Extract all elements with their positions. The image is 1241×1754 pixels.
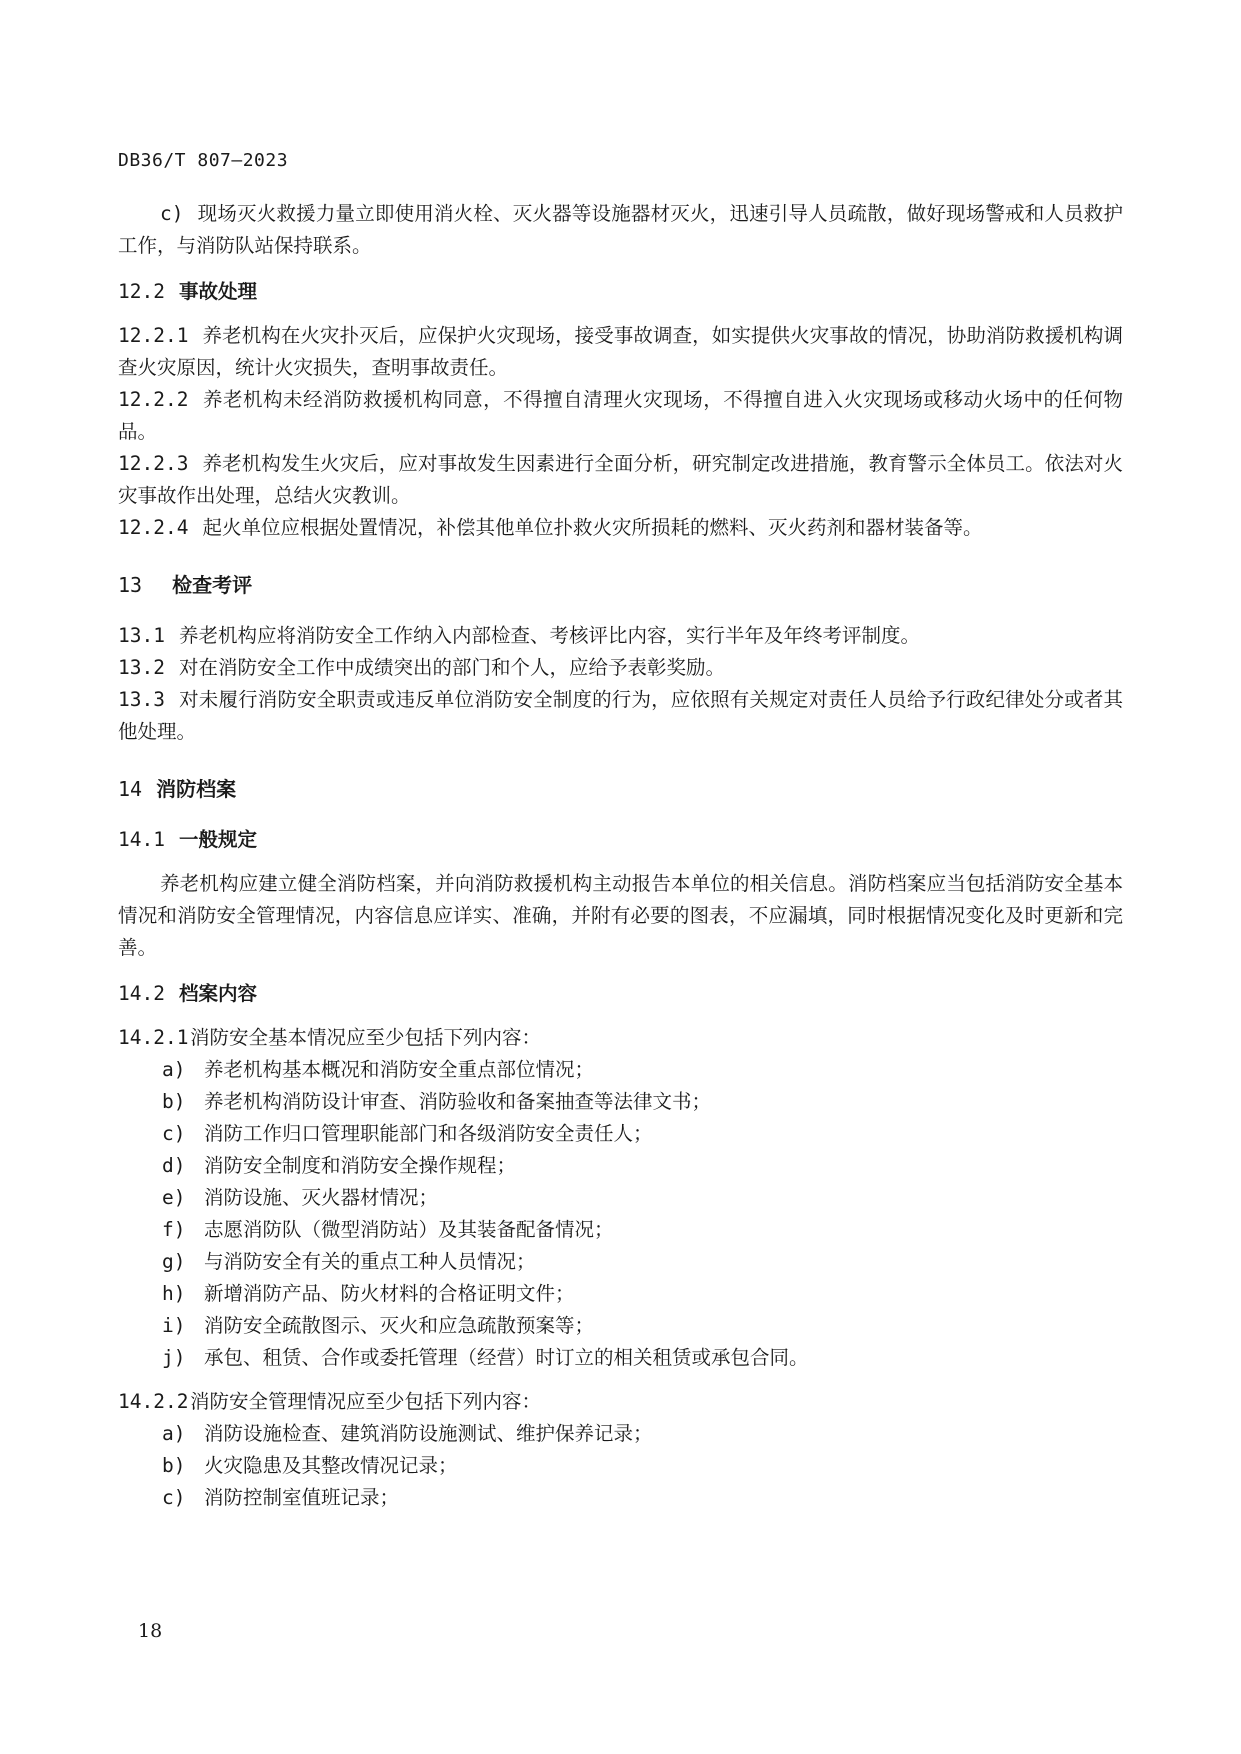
section-14-heading xyxy=(118,772,1123,806)
item-text: 志愿消防队（微型消防站）及其装备配备情况； xyxy=(204,1218,614,1241)
item-label: a) xyxy=(162,1058,186,1081)
section-14-1-heading xyxy=(118,824,1123,856)
item-text: 承包、租赁、合作或委托管理（经营）时订立的相关租赁或承包合同。 xyxy=(204,1346,809,1369)
list-item-c xyxy=(118,198,1123,262)
item-text: 现场灭火救援力量立即使用消火栓、灭火器等设施器材灭火，迅速引导人员疏散，做好现场警戒和人员救护工作，与消防队站保持联系。 xyxy=(118,202,1123,257)
item-label: i) xyxy=(162,1314,186,1337)
clause-text: 养老机构应将消防安全工作纳入内部检查、考核评比内容，实行半年及年终考评制度。 xyxy=(178,624,920,647)
clause-number: 12.2.3 xyxy=(118,452,189,475)
clause-text: 养老机构未经消防救援机构同意，不得擅自清理火灾现场，不得擅自进入火灾现场或移动火场中的任何物品。 xyxy=(118,388,1123,443)
item-text: 消防设施检查、建筑消防设施测试、维护保养记录； xyxy=(204,1422,653,1445)
item-label: c) xyxy=(162,1486,186,1509)
clause-number: 12.2.1 xyxy=(118,324,189,347)
item-label: a) xyxy=(162,1422,186,1445)
list-item xyxy=(118,1246,1123,1278)
list-item xyxy=(118,1118,1123,1150)
clause-12-2-3 xyxy=(118,448,1123,512)
clause-12-2-1 xyxy=(118,320,1123,384)
section-title: 检查考评 xyxy=(172,573,253,597)
document-code: DB36/T 807—2023 xyxy=(118,150,289,171)
item-text: 新增消防产品、防火材料的合格证明文件； xyxy=(204,1282,575,1305)
clause-lead: 消防安全基本情况应至少包括下列内容： xyxy=(190,1026,542,1049)
item-text: 消防控制室值班记录； xyxy=(204,1486,400,1509)
list-item xyxy=(118,1086,1123,1118)
item-label: c) xyxy=(160,202,184,225)
item-label: j) xyxy=(162,1346,186,1369)
section-title: 一般规定 xyxy=(178,828,257,851)
item-text: 养老机构基本概况和消防安全重点部位情况； xyxy=(204,1058,595,1081)
item-text: 与消防安全有关的重点工种人员情况； xyxy=(204,1250,536,1273)
list-item xyxy=(118,1418,1123,1450)
item-text: 消防安全疏散图示、灭火和应急疏散预案等； xyxy=(204,1314,595,1337)
item-label: f) xyxy=(162,1218,186,1241)
clause-text: 养老机构发生火灾后，应对事故发生因素进行全面分析，研究制定改进措施，教育警示全体员工。依法对火灾事故作出处理，总结火灾教训。 xyxy=(118,452,1123,507)
section-number: 14.1 xyxy=(118,828,165,851)
list-item xyxy=(118,1450,1123,1482)
item-text: 消防设施、灭火器材情况； xyxy=(204,1186,439,1209)
clause-number: 14.2.2 xyxy=(118,1390,189,1413)
clause-number: 12.2.4 xyxy=(118,516,189,539)
list-item xyxy=(118,1482,1123,1514)
item-text: 火灾隐患及其整改情况记录； xyxy=(204,1454,458,1477)
clause-13-3 xyxy=(118,684,1123,748)
section-title: 事故处理 xyxy=(178,280,257,303)
list-item xyxy=(118,1214,1123,1246)
clause-12-2-4 xyxy=(118,512,1123,544)
item-label: g) xyxy=(162,1250,186,1273)
clause-lead: 消防安全管理情况应至少包括下列内容： xyxy=(190,1390,542,1413)
list-item xyxy=(118,1182,1123,1214)
section-number: 12.2 xyxy=(118,280,165,303)
clause-14-2-2 xyxy=(118,1386,1123,1418)
list-item xyxy=(118,1054,1123,1086)
clause-number: 14.2.1 xyxy=(118,1026,189,1049)
document-body xyxy=(118,198,1123,1514)
section-title: 档案内容 xyxy=(178,982,257,1005)
item-label: c) xyxy=(162,1122,186,1145)
clause-number: 13.2 xyxy=(118,656,165,679)
item-label: h) xyxy=(162,1282,186,1305)
clause-number: 13.3 xyxy=(118,688,165,711)
general-provisions-text: 养老机构应建立健全消防档案，并向消防救援机构主动报告本单位的相关信息。消防档案应当包括消防安全基本情况和消防安全管理情况，内容信息应详实、准确，并附有必要的图表，不应漏填，同时根据情况变化及时更新和完善。 xyxy=(118,872,1123,959)
clause-12-2-2 xyxy=(118,384,1123,448)
list-item xyxy=(118,1278,1123,1310)
item-text: 养老机构消防设计审查、消防验收和备案抽查等法律文书； xyxy=(204,1090,712,1113)
item-text: 消防安全制度和消防安全操作规程； xyxy=(204,1154,517,1177)
section-title: 消防档案 xyxy=(156,777,237,801)
item-text: 消防工作归口管理职能部门和各级消防安全责任人； xyxy=(204,1122,653,1145)
clause-13-1 xyxy=(118,620,1123,652)
section-12-2-heading xyxy=(118,276,1123,308)
section-14-2-heading xyxy=(118,978,1123,1010)
clause-number: 12.2.2 xyxy=(118,388,189,411)
clause-14-2-1 xyxy=(118,1022,1123,1054)
item-label: b) xyxy=(162,1454,186,1477)
page-number: 18 xyxy=(138,1620,163,1642)
section-number: 13 xyxy=(118,573,143,597)
list-item xyxy=(118,1342,1123,1374)
clause-text: 对未履行消防安全职责或违反单位消防安全制度的行为，应依照有关规定对责任人员给予行政纪律处分或者其他处理。 xyxy=(118,688,1123,743)
section-number: 14 xyxy=(118,777,143,801)
item-label: b) xyxy=(162,1090,186,1113)
clause-13-2 xyxy=(118,652,1123,684)
list-item xyxy=(118,1310,1123,1342)
clause-text: 养老机构在火灾扑灭后，应保护火灾现场，接受事故调查，如实提供火灾事故的情况，协助消防救援机构调查火灾原因，统计火灾损失，查明事故责任。 xyxy=(118,324,1123,379)
section-13-heading xyxy=(118,568,1123,602)
item-label: e) xyxy=(162,1186,186,1209)
list-item xyxy=(118,1150,1123,1182)
management-info-list xyxy=(118,1418,1123,1514)
item-label: d) xyxy=(162,1154,186,1177)
basic-info-list xyxy=(118,1054,1123,1374)
clause-number: 13.1 xyxy=(118,624,165,647)
clause-text: 起火单位应根据处置情况，补偿其他单位扑救火灾所损耗的燃料、灭火药剂和器材装备等。 xyxy=(202,516,983,539)
clause-text: 对在消防安全工作中成绩突出的部门和个人，应给予表彰奖励。 xyxy=(178,656,725,679)
section-number: 14.2 xyxy=(118,982,165,1005)
